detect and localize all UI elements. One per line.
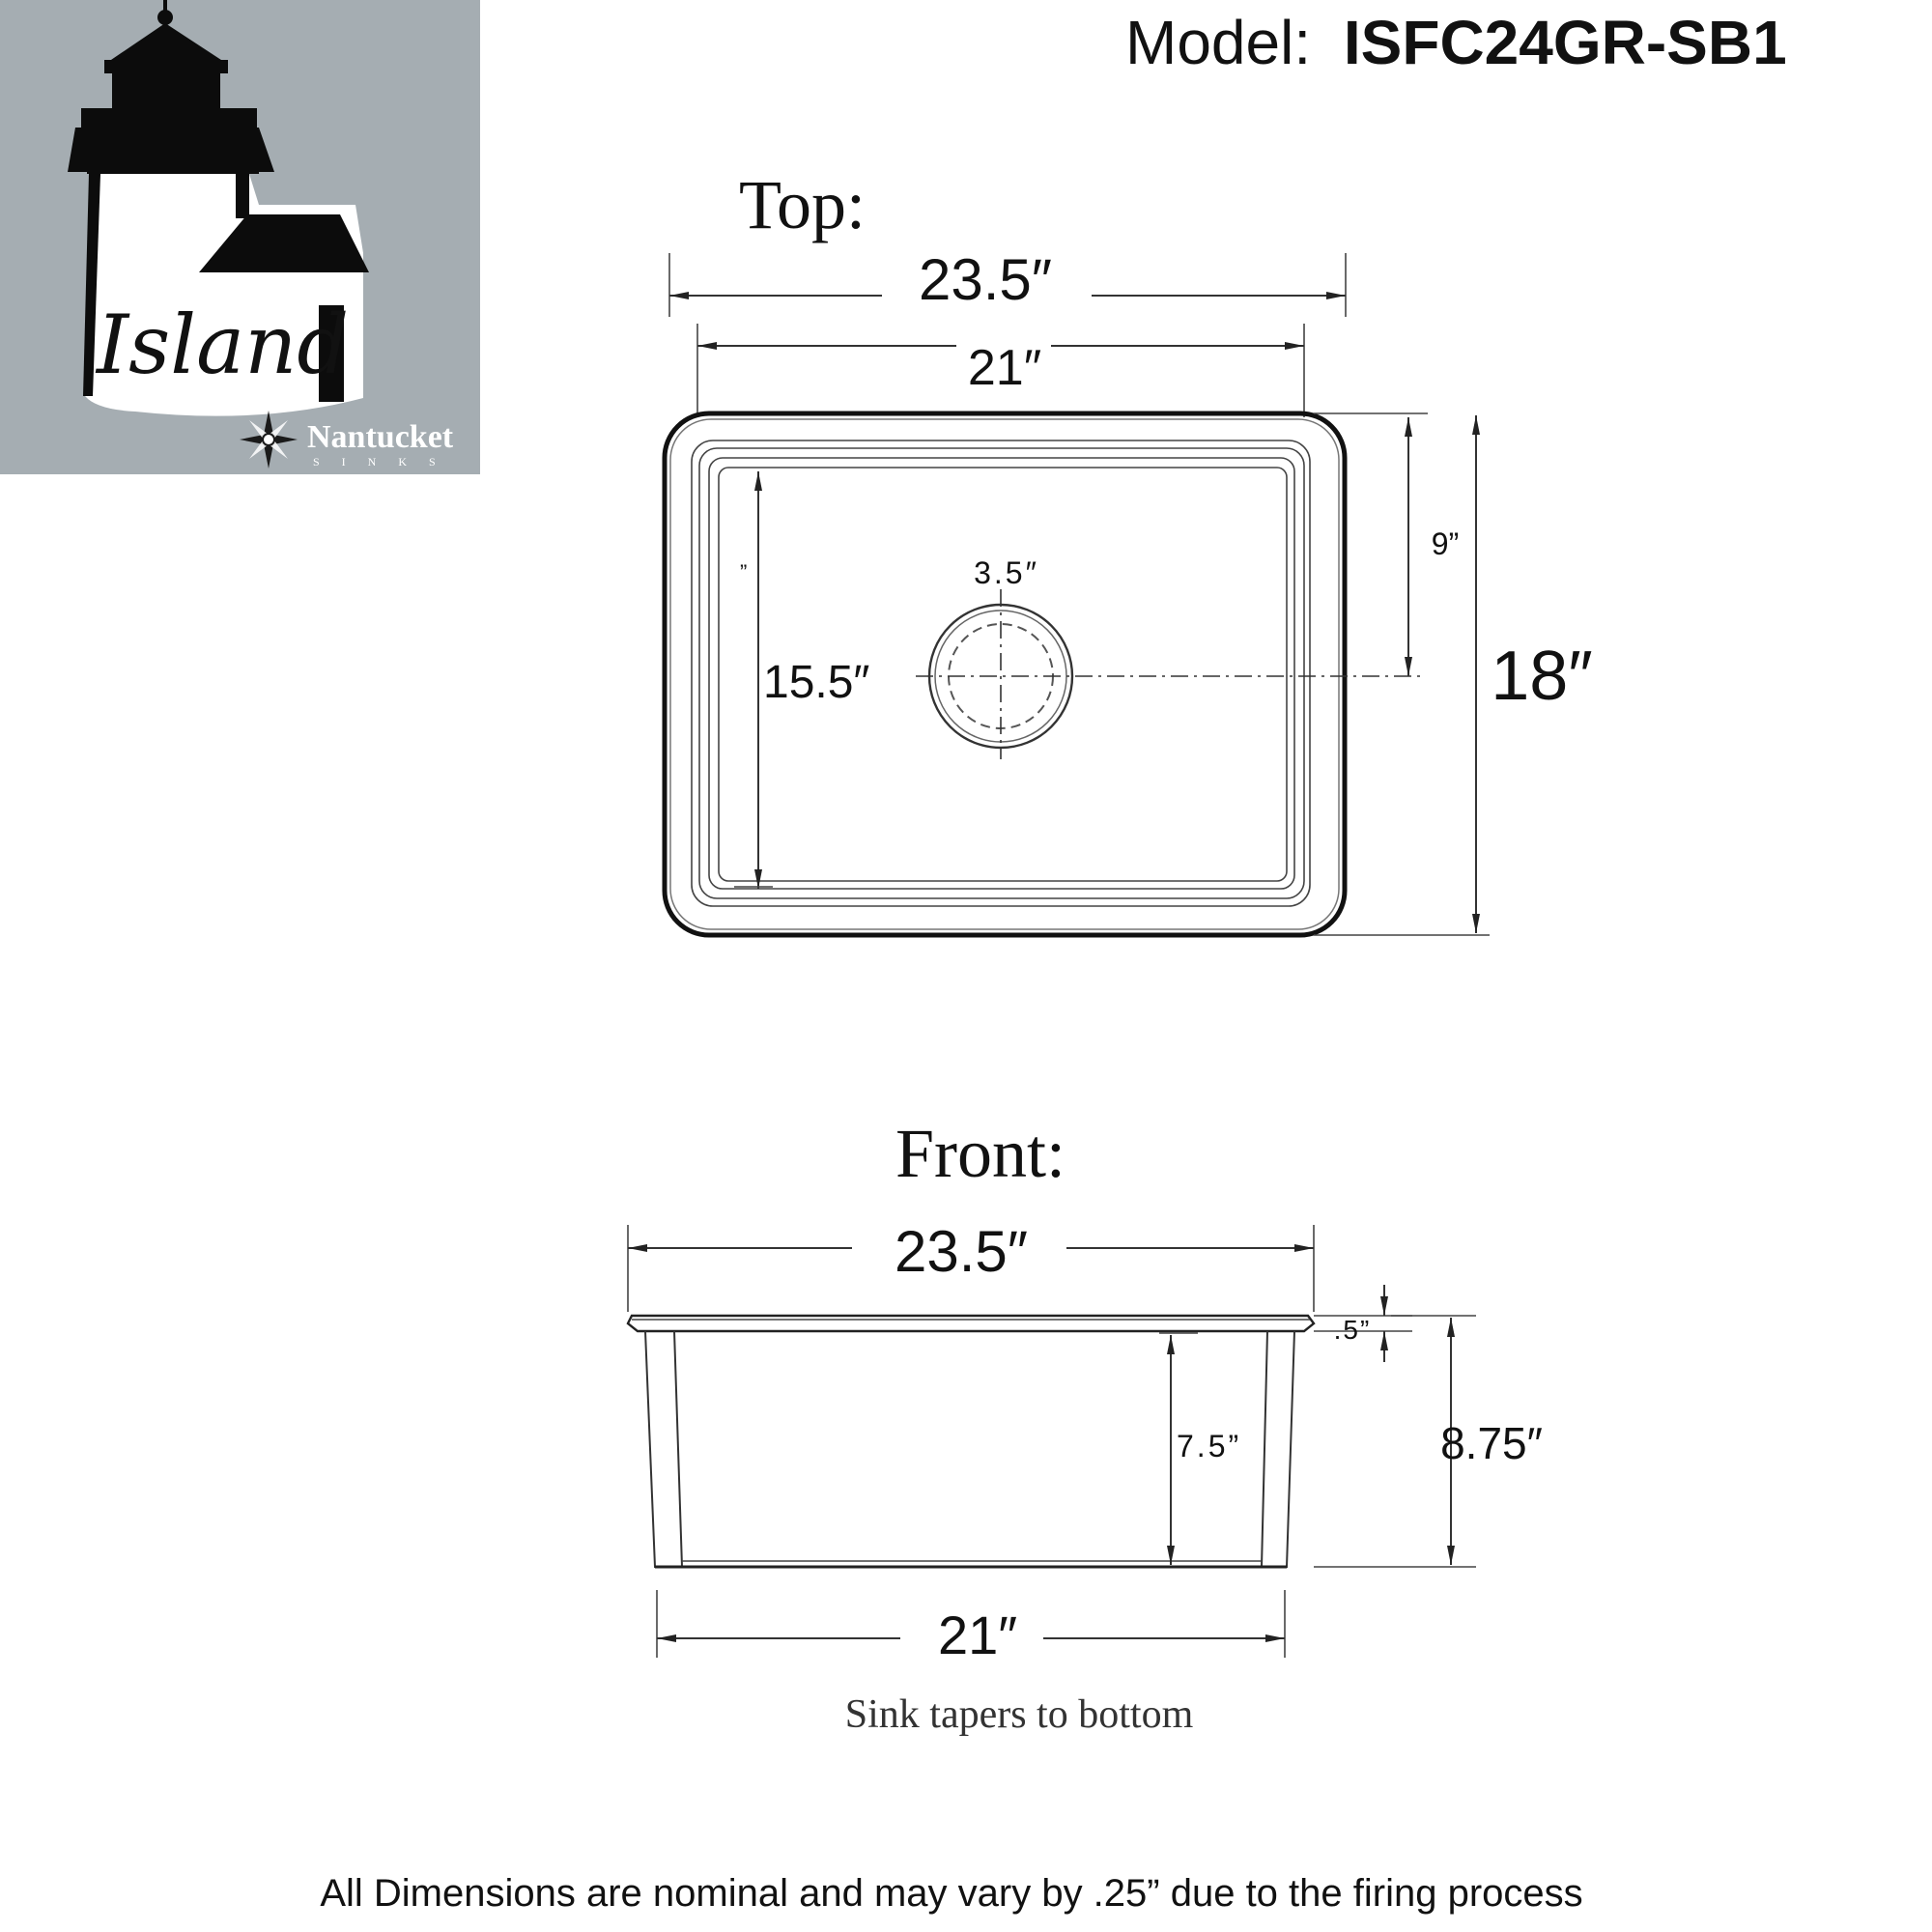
taper-note: Sink tapers to bottom: [844, 1692, 1194, 1737]
top-inner-width-label: 21″: [967, 340, 1042, 396]
top-inner-width-dimension: [697, 324, 1304, 417]
drain-offset-label: 9”: [1431, 526, 1460, 561]
top-outer-width-dimension: [669, 247, 1346, 317]
top-outer-depth-label: 18″: [1491, 638, 1593, 715]
rim-thickness-dimension: [1314, 1285, 1412, 1362]
total-height-label: 8.75″: [1440, 1418, 1543, 1468]
stray-inch-mark: ”: [740, 560, 748, 584]
model-label: Model:: [1125, 8, 1312, 77]
top-view: [665, 166, 1593, 935]
top-inner-depth-dimension: [734, 471, 869, 889]
model-number: ISFC24GR-SB1: [1343, 8, 1787, 77]
bowl-depth-dimension: [1159, 1333, 1241, 1565]
brand-wordmark: Island: [97, 298, 350, 392]
front-bottom-width-dimension: [657, 1590, 1285, 1665]
company-name: Nantucket: [307, 419, 454, 455]
top-outer-width-label: 23.5″: [918, 247, 1053, 312]
model-header: [1125, 8, 1787, 77]
bowl-depth-label: 7.5”: [1177, 1429, 1242, 1463]
brand-logo: [0, 0, 480, 474]
top-view-title: Top:: [739, 166, 866, 243]
model-heading: [1125, 8, 1787, 77]
dimensions-disclaimer: All Dimensions are nominal and may vary by .25” due to the firing process: [320, 1872, 1583, 1915]
front-view: [628, 1115, 1543, 1737]
top-inner-depth-label: 15.5″: [763, 657, 870, 708]
front-view-title: Front:: [895, 1115, 1066, 1192]
front-top-width-label: 23.5″: [894, 1219, 1029, 1284]
front-top-width-dimension: [628, 1219, 1314, 1312]
total-height-dimension: [1314, 1316, 1543, 1567]
drain-offset-dimension: [1314, 413, 1459, 676]
top-outer-depth-dimension: [1314, 415, 1593, 935]
drain-diameter-label: 3.5″: [974, 555, 1039, 590]
company-subtitle: SINKS: [313, 455, 458, 469]
front-bottom-width-label: 21″: [937, 1605, 1018, 1665]
rim-thickness-label: .5”: [1333, 1315, 1372, 1345]
